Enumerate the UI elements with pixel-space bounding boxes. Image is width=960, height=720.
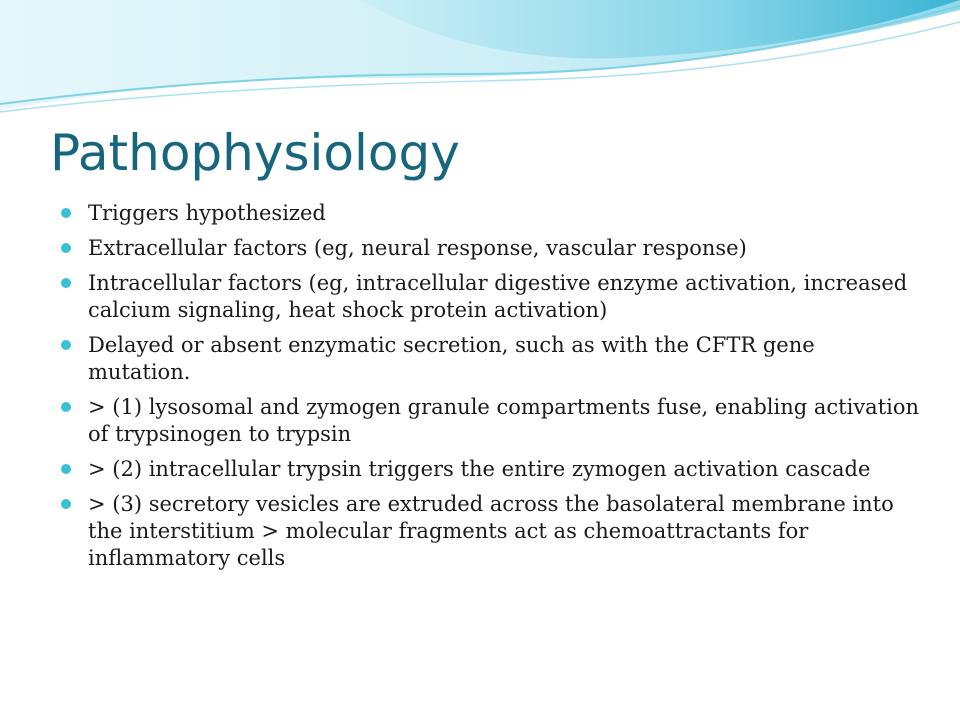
bullet-dot-icon (61, 499, 71, 509)
bullet-dot-icon (61, 278, 71, 288)
bullet-item (60, 394, 920, 448)
bullet-text: > (2) intracellular trypsin triggers the entire zymogen activation cascade (88, 457, 871, 481)
bullet-text: > (1) lysosomal and zymogen granule compartments fuse, enabling activation of trypsinogen to trypsin (88, 395, 920, 446)
bullet-list (60, 200, 920, 580)
bullet-text: Intracellular factors (eg, intracellular digestive enzyme activation, increased calcium signaling, heat shock protein activation) (88, 271, 908, 322)
bullet-dot-icon (61, 340, 71, 350)
bullet-dot-icon (61, 464, 71, 474)
bullet-item (60, 270, 920, 324)
bullet-dot-icon (61, 402, 71, 412)
bullet-item (60, 200, 920, 227)
header-wave-decoration (0, 0, 960, 120)
bullet-item (60, 491, 920, 572)
bullet-item (60, 456, 920, 483)
bullet-dot-icon (61, 243, 71, 253)
bullet-text: Extracellular factors (eg, neural response, vascular response) (88, 236, 747, 260)
bullet-text: > (3) secretory vesicles are extruded across the basolateral membrane into the interstitium > molecular fragments act as chemoattractants for inflammatory cells (88, 492, 894, 570)
bullet-text: Delayed or absent enzymatic secretion, such as with the CFTR gene mutation. (88, 333, 815, 384)
bullet-item (60, 332, 920, 386)
slide-title: Pathophysiology (50, 124, 460, 182)
bullet-dot-icon (61, 208, 71, 218)
bullet-text: Triggers hypothesized (88, 201, 326, 225)
bullet-item (60, 235, 920, 262)
